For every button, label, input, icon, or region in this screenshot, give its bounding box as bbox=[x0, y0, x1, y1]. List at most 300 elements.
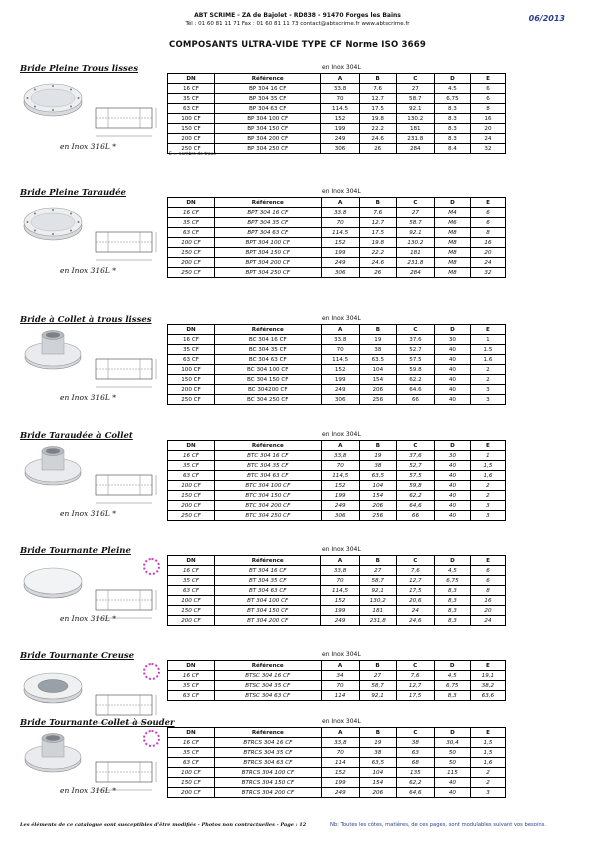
table-cell: 249 bbox=[321, 385, 359, 395]
table-cell: 199 bbox=[321, 778, 359, 788]
table-cell: 6 bbox=[470, 208, 505, 218]
page-title: COMPOSANTS ULTRA-VIDE TYPE CF Norme ISO 3669 bbox=[169, 40, 426, 50]
table-cell: 22.2 bbox=[359, 124, 396, 134]
table-cell: 70 bbox=[321, 345, 359, 355]
table-cell: 19 bbox=[359, 738, 396, 748]
table-cell: 40 bbox=[434, 365, 470, 375]
table-cell: 114.5 bbox=[321, 104, 359, 114]
table-cell: 4,5 bbox=[434, 566, 470, 576]
table-row bbox=[168, 738, 506, 748]
table-row bbox=[168, 268, 506, 278]
column-header: DN bbox=[168, 728, 215, 738]
table-cell: 38,2 bbox=[470, 681, 505, 691]
table-cell: M4 bbox=[435, 208, 471, 218]
table-cell: 8,3 bbox=[434, 596, 470, 606]
table-cell: 1,6 bbox=[470, 758, 505, 768]
column-header: Référence bbox=[214, 74, 320, 84]
table-cell: 249 bbox=[321, 788, 359, 798]
table-row bbox=[168, 218, 506, 228]
table-cell: 12.7 bbox=[359, 218, 396, 228]
column-header: Référence bbox=[214, 556, 321, 566]
column-header: C bbox=[396, 556, 434, 566]
material-label-304: en Inox 304L bbox=[322, 431, 361, 438]
column-header: B bbox=[359, 325, 396, 335]
table-cell: 199 bbox=[321, 124, 359, 134]
table-cell: 59,8 bbox=[396, 481, 434, 491]
table-cell: BTRCS 304 100 CF bbox=[214, 768, 321, 778]
table-row bbox=[168, 248, 506, 258]
table-cell: 63,6 bbox=[470, 691, 505, 701]
table-cell: 92,1 bbox=[359, 586, 396, 596]
table-cell: 249 bbox=[321, 616, 359, 626]
table-cell: BC 304 150 CF bbox=[215, 375, 322, 385]
table-row bbox=[168, 768, 506, 778]
table-cell: 154 bbox=[359, 491, 396, 501]
table-cell: BTC 304 100 CF bbox=[214, 481, 321, 491]
table-cell: 35 CF bbox=[168, 461, 215, 471]
table-cell: M6 bbox=[435, 218, 471, 228]
table-cell: 231.8 bbox=[396, 258, 434, 268]
table-cell: 135 bbox=[396, 768, 434, 778]
table-cell: 8.4 bbox=[434, 144, 470, 154]
table-cell: 249 bbox=[321, 501, 359, 511]
column-header: C bbox=[396, 198, 434, 208]
table-cell: 250 CF bbox=[168, 144, 215, 154]
table-cell: 40 bbox=[434, 481, 470, 491]
column-header: A bbox=[321, 556, 359, 566]
table-cell: 7,6 bbox=[396, 566, 434, 576]
table-cell: 115 bbox=[434, 768, 470, 778]
table-cell: 250 CF bbox=[168, 395, 215, 405]
table-row bbox=[168, 365, 506, 375]
table-row bbox=[168, 606, 506, 616]
table-row bbox=[168, 748, 506, 758]
table-cell: BPT 304 16 CF bbox=[214, 208, 321, 218]
table-cell: 1,5 bbox=[470, 738, 505, 748]
table-cell: 150 CF bbox=[168, 375, 215, 385]
table-cell: 250 CF bbox=[168, 268, 215, 278]
material-label-304: en Inox 304L bbox=[322, 64, 361, 71]
table-cell: 114,5 bbox=[321, 586, 359, 596]
column-header: B bbox=[359, 661, 396, 671]
table-cell: BT 304 150 CF bbox=[214, 606, 321, 616]
table-cell: 284 bbox=[396, 144, 434, 154]
table-cell: 104 bbox=[359, 481, 396, 491]
table-cell: 231.8 bbox=[396, 134, 434, 144]
table-cell: 19 bbox=[359, 335, 396, 345]
table-cell: 8 bbox=[470, 228, 505, 238]
table-cell: 199 bbox=[321, 248, 359, 258]
table-cell: M8 bbox=[435, 238, 471, 248]
table-cell: 249 bbox=[321, 258, 359, 268]
table-cell: 100 CF bbox=[168, 481, 215, 491]
dimension-table bbox=[167, 73, 506, 154]
table-cell: 150 CF bbox=[168, 606, 215, 616]
table-cell: 8,3 bbox=[434, 616, 470, 626]
table-cell: 63 CF bbox=[168, 471, 215, 481]
table-cell: 284 bbox=[396, 268, 434, 278]
material-label-304: en Inox 304L bbox=[322, 718, 361, 725]
table-cell: 200 CF bbox=[168, 385, 215, 395]
table-cell: 256 bbox=[359, 395, 396, 405]
table-row bbox=[168, 681, 506, 691]
table-row bbox=[168, 124, 506, 134]
table-cell: 40 bbox=[434, 471, 470, 481]
table-cell: 152 bbox=[321, 365, 359, 375]
table-cell: 35 CF bbox=[168, 748, 215, 758]
table-cell: 19.8 bbox=[359, 114, 396, 124]
table-cell: 27 bbox=[359, 671, 396, 681]
table-cell: 154 bbox=[359, 375, 396, 385]
column-header: DN bbox=[168, 74, 215, 84]
table-row bbox=[168, 596, 506, 606]
table-cell: BPT 304 250 CF bbox=[214, 268, 321, 278]
table-cell: BPT 304 200 CF bbox=[214, 258, 321, 268]
product-photo bbox=[22, 558, 84, 606]
column-header: C bbox=[396, 661, 434, 671]
table-cell: 200 CF bbox=[168, 134, 215, 144]
table-cell: BP 304 250 CF bbox=[214, 144, 320, 154]
column-header: A bbox=[321, 74, 359, 84]
table-cell: 35 CF bbox=[168, 681, 215, 691]
material-label-316: en Inox 316L * bbox=[60, 508, 117, 518]
table-cell: 40 bbox=[434, 375, 470, 385]
section-title: Bride Taraudée à Collet bbox=[20, 431, 133, 441]
table-row bbox=[168, 586, 506, 596]
table-cell: 114 bbox=[321, 758, 359, 768]
table-cell: 2 bbox=[470, 481, 505, 491]
table-cell: 20 bbox=[470, 248, 505, 258]
table-row bbox=[168, 355, 506, 365]
column-header: B bbox=[359, 441, 396, 451]
table-cell: BP 304 100 CF bbox=[214, 114, 320, 124]
table-cell: 26 bbox=[359, 268, 396, 278]
table-cell: BPT 304 100 CF bbox=[214, 238, 321, 248]
column-header: B bbox=[359, 74, 396, 84]
table-row bbox=[168, 94, 506, 104]
table-cell: 206 bbox=[359, 385, 396, 395]
column-header: A bbox=[321, 441, 359, 451]
table-cell: BC 304200 CF bbox=[215, 385, 322, 395]
table-cell: 6,75 bbox=[434, 576, 470, 586]
material-label-316: en Inox 316L * bbox=[60, 613, 117, 623]
product-photo bbox=[22, 200, 84, 248]
table-cell: BPT 304 150 CF bbox=[214, 248, 321, 258]
table-cell: 33.8 bbox=[321, 335, 359, 345]
table-cell: 12,7 bbox=[396, 681, 434, 691]
table-cell: 59.8 bbox=[396, 365, 434, 375]
table-cell: 16 CF bbox=[168, 84, 215, 94]
table-cell: 12,7 bbox=[396, 576, 434, 586]
table-cell: 17.5 bbox=[359, 104, 396, 114]
table-cell: 24.6 bbox=[359, 134, 396, 144]
table-cell: BTSC 304 63 CF bbox=[214, 691, 321, 701]
column-header: E bbox=[470, 325, 505, 335]
table-cell: 33,8 bbox=[321, 566, 359, 576]
column-header: E bbox=[470, 661, 505, 671]
table-cell: 130.2 bbox=[396, 114, 434, 124]
table-cell: 6.75 bbox=[434, 94, 470, 104]
product-photo bbox=[22, 327, 84, 375]
table-cell: 150 CF bbox=[168, 124, 215, 134]
table-cell: 114,5 bbox=[321, 471, 359, 481]
material-label-304: en Inox 304L bbox=[322, 188, 361, 195]
table-cell: 16 CF bbox=[168, 566, 215, 576]
column-header: Référence bbox=[214, 198, 321, 208]
column-header: Référence bbox=[214, 441, 321, 451]
table-cell: 152 bbox=[321, 596, 359, 606]
table-cell: 1 bbox=[470, 451, 505, 461]
table-cell: 63,5 bbox=[359, 471, 396, 481]
table-cell: 40 bbox=[434, 788, 470, 798]
table-cell: 35 CF bbox=[168, 218, 215, 228]
table-row bbox=[168, 375, 506, 385]
column-header: DN bbox=[168, 556, 215, 566]
table-cell: 16 bbox=[470, 596, 505, 606]
table-cell: 68 bbox=[396, 758, 434, 768]
table-cell: 16 CF bbox=[168, 451, 215, 461]
table-cell: 306 bbox=[321, 144, 359, 154]
table-cell: 92.1 bbox=[396, 104, 434, 114]
table-cell: 8,3 bbox=[434, 586, 470, 596]
table-cell: 24 bbox=[470, 616, 505, 626]
column-header: Référence bbox=[214, 728, 321, 738]
table-cell: 57.5 bbox=[396, 355, 434, 365]
table-cell: 1,5 bbox=[470, 748, 505, 758]
table-cell: 52,7 bbox=[396, 461, 434, 471]
table-cell: 150 CF bbox=[168, 248, 215, 258]
table-cell: 64,6 bbox=[396, 788, 434, 798]
table-cell: BP 304 200 CF bbox=[214, 134, 320, 144]
table-cell: 34 bbox=[321, 671, 359, 681]
table-cell: 256 bbox=[359, 511, 396, 521]
table-cell: 38 bbox=[396, 738, 434, 748]
table-cell: 130.2 bbox=[396, 238, 434, 248]
table-row bbox=[168, 134, 506, 144]
table-cell: 38 bbox=[359, 345, 396, 355]
table-cell: 58,7 bbox=[359, 681, 396, 691]
table-cell: BTRCS 304 63 CF bbox=[214, 758, 321, 768]
column-header: DN bbox=[168, 325, 215, 335]
section-title: Bride Tournante Creuse bbox=[20, 651, 135, 661]
column-header: C bbox=[396, 441, 434, 451]
table-cell: 200 CF bbox=[168, 258, 215, 268]
table-row bbox=[168, 114, 506, 124]
column-header: D bbox=[434, 441, 470, 451]
table-cell: 40 bbox=[434, 345, 470, 355]
table-cell: 199 bbox=[321, 606, 359, 616]
table-cell: 17.5 bbox=[359, 228, 396, 238]
table-cell: BT 304 35 CF bbox=[214, 576, 321, 586]
table-cell: BC 304 250 CF bbox=[215, 395, 322, 405]
table-cell: BTC 304 200 CF bbox=[214, 501, 321, 511]
product-photo bbox=[22, 663, 84, 711]
table-cell: 2 bbox=[470, 491, 505, 501]
table-cell: 104 bbox=[359, 365, 396, 375]
table-cell: BTRCS 304 200 CF bbox=[214, 788, 321, 798]
table-cell: 70 bbox=[321, 218, 359, 228]
material-label-316: en Inox 316L * bbox=[60, 141, 117, 151]
table-cell: 206 bbox=[359, 501, 396, 511]
table-cell: 58,7 bbox=[359, 576, 396, 586]
section-title: Bride Pleine Taraudée bbox=[20, 188, 126, 198]
table-cell: 63 CF bbox=[168, 355, 215, 365]
table-cell: 1 bbox=[470, 335, 505, 345]
table-cell: 40 bbox=[434, 461, 470, 471]
column-header: A bbox=[321, 325, 359, 335]
table-cell: 37.6 bbox=[396, 335, 434, 345]
table-cell: 40 bbox=[434, 511, 470, 521]
column-header: DN bbox=[168, 661, 215, 671]
table-row bbox=[168, 345, 506, 355]
section-title: Bride Tournante Pleine bbox=[20, 546, 131, 556]
table-cell: 306 bbox=[321, 511, 359, 521]
table-row bbox=[168, 501, 506, 511]
table-cell: 40 bbox=[434, 385, 470, 395]
table-cell: 100 CF bbox=[168, 596, 215, 606]
column-header: Référence bbox=[215, 325, 322, 335]
table-cell: BTC 304 150 CF bbox=[214, 491, 321, 501]
table-cell: 152 bbox=[321, 481, 359, 491]
table-cell: 92.1 bbox=[396, 228, 434, 238]
table-cell: 154 bbox=[359, 778, 396, 788]
table-cell: 199 bbox=[321, 491, 359, 501]
table-cell: 12.7 bbox=[359, 94, 396, 104]
table-cell: 63 CF bbox=[168, 228, 215, 238]
table-row bbox=[168, 758, 506, 768]
table-cell: 35 CF bbox=[168, 576, 215, 586]
table-cell: 1,6 bbox=[470, 471, 505, 481]
table-cell: 24.6 bbox=[359, 258, 396, 268]
column-header: E bbox=[470, 441, 505, 451]
table-cell: BT 304 63 CF bbox=[214, 586, 321, 596]
table-row bbox=[168, 208, 506, 218]
dimension-table bbox=[167, 324, 506, 405]
technical-drawing bbox=[90, 746, 162, 806]
table-cell: 20 bbox=[470, 606, 505, 616]
column-header: E bbox=[470, 198, 505, 208]
table-cell: 104 bbox=[359, 768, 396, 778]
table-cell: 152 bbox=[321, 238, 359, 248]
table-cell: 6 bbox=[470, 566, 505, 576]
table-cell: 4,5 bbox=[434, 671, 470, 681]
column-header: D bbox=[434, 661, 470, 671]
table-cell: 3 bbox=[470, 395, 505, 405]
table-cell: 2 bbox=[470, 375, 505, 385]
table-cell: 199 bbox=[321, 375, 359, 385]
table-row bbox=[168, 481, 506, 491]
table-cell: 62,2 bbox=[396, 491, 434, 501]
table-cell: 4.5 bbox=[434, 84, 470, 94]
table-cell: 70 bbox=[321, 681, 359, 691]
table-cell: M8 bbox=[435, 258, 471, 268]
table-cell: 50 bbox=[434, 758, 470, 768]
table-cell: 64.6 bbox=[396, 385, 434, 395]
column-header: C bbox=[396, 728, 434, 738]
table-cell: 63.5 bbox=[359, 355, 396, 365]
table-cell: 200 CF bbox=[168, 788, 215, 798]
table-cell: 63 bbox=[396, 748, 434, 758]
table-cell: 8,3 bbox=[434, 691, 470, 701]
column-header: D bbox=[434, 728, 470, 738]
table-cell: 24 bbox=[470, 134, 505, 144]
table-cell: 17,5 bbox=[396, 691, 434, 701]
table-cell: 16 bbox=[470, 238, 505, 248]
company-header bbox=[0, 12, 595, 28]
table-cell: 114.5 bbox=[321, 355, 359, 365]
table-row bbox=[168, 238, 506, 248]
table-cell: 8.3 bbox=[434, 104, 470, 114]
table-cell: 33.8 bbox=[321, 84, 359, 94]
table-row bbox=[168, 691, 506, 701]
table-cell: 100 CF bbox=[168, 238, 215, 248]
section-title: Bride Pleine Trous lisses bbox=[20, 64, 139, 74]
table-cell: BTC 304 63 CF bbox=[214, 471, 321, 481]
table-cell: 32 bbox=[470, 268, 505, 278]
table-cell: 1,5 bbox=[470, 461, 505, 471]
table-cell: 150 CF bbox=[168, 778, 215, 788]
column-header: Référence bbox=[214, 661, 321, 671]
column-header: E bbox=[470, 556, 505, 566]
table-cell: 6,75 bbox=[434, 681, 470, 691]
table-cell: 306 bbox=[321, 268, 359, 278]
column-header: C bbox=[396, 325, 434, 335]
table-cell: 20 bbox=[470, 124, 505, 134]
dimension-table bbox=[167, 727, 506, 798]
section-title: Bride Tournante Collet à Souder bbox=[20, 718, 175, 728]
table-cell: 8,3 bbox=[434, 606, 470, 616]
table-cell: BTSC 304 16 CF bbox=[214, 671, 321, 681]
table-cell: 37,6 bbox=[396, 451, 434, 461]
product-photo bbox=[22, 76, 84, 124]
document-date: 06/2013 bbox=[528, 14, 565, 23]
product-photo bbox=[22, 730, 84, 778]
table-cell: 181 bbox=[396, 248, 434, 258]
column-header: E bbox=[470, 728, 505, 738]
dimension-table bbox=[167, 197, 506, 278]
material-label-316: en Inox 316L * bbox=[60, 265, 117, 275]
table-cell: 58.7 bbox=[396, 94, 434, 104]
material-label-304: en Inox 304L bbox=[322, 546, 361, 553]
column-header: A bbox=[321, 728, 359, 738]
table-cell: 1.5 bbox=[470, 345, 505, 355]
section-title: Bride à Collet à trous lisses bbox=[20, 315, 152, 325]
column-header: E bbox=[470, 74, 505, 84]
table-cell: BT 304 16 CF bbox=[214, 566, 321, 576]
table-cell: 3 bbox=[470, 511, 505, 521]
table-cell: 35 CF bbox=[168, 345, 215, 355]
table-cell: 22.2 bbox=[359, 248, 396, 258]
table-cell: 19,1 bbox=[470, 671, 505, 681]
column-header: B bbox=[359, 198, 396, 208]
table-cell: 33.8 bbox=[321, 208, 359, 218]
table-cell: 63 CF bbox=[168, 691, 215, 701]
table-cell: 7,6 bbox=[396, 671, 434, 681]
gasket-ring-icon bbox=[143, 558, 160, 575]
table-row bbox=[168, 228, 506, 238]
table-cell: 152 bbox=[321, 768, 359, 778]
table-cell: 63 CF bbox=[168, 586, 215, 596]
table-cell: BP 304 16 CF bbox=[214, 84, 320, 94]
table-row bbox=[168, 395, 506, 405]
table-cell: 27 bbox=[396, 208, 434, 218]
table-cell: 64,6 bbox=[396, 501, 434, 511]
table-cell: 17,5 bbox=[396, 586, 434, 596]
table-cell: 50 bbox=[434, 748, 470, 758]
table-cell: 62.2 bbox=[396, 375, 434, 385]
table-cell: BC 304 35 CF bbox=[215, 345, 322, 355]
table-cell: BTRCS 304 16 CF bbox=[214, 738, 321, 748]
